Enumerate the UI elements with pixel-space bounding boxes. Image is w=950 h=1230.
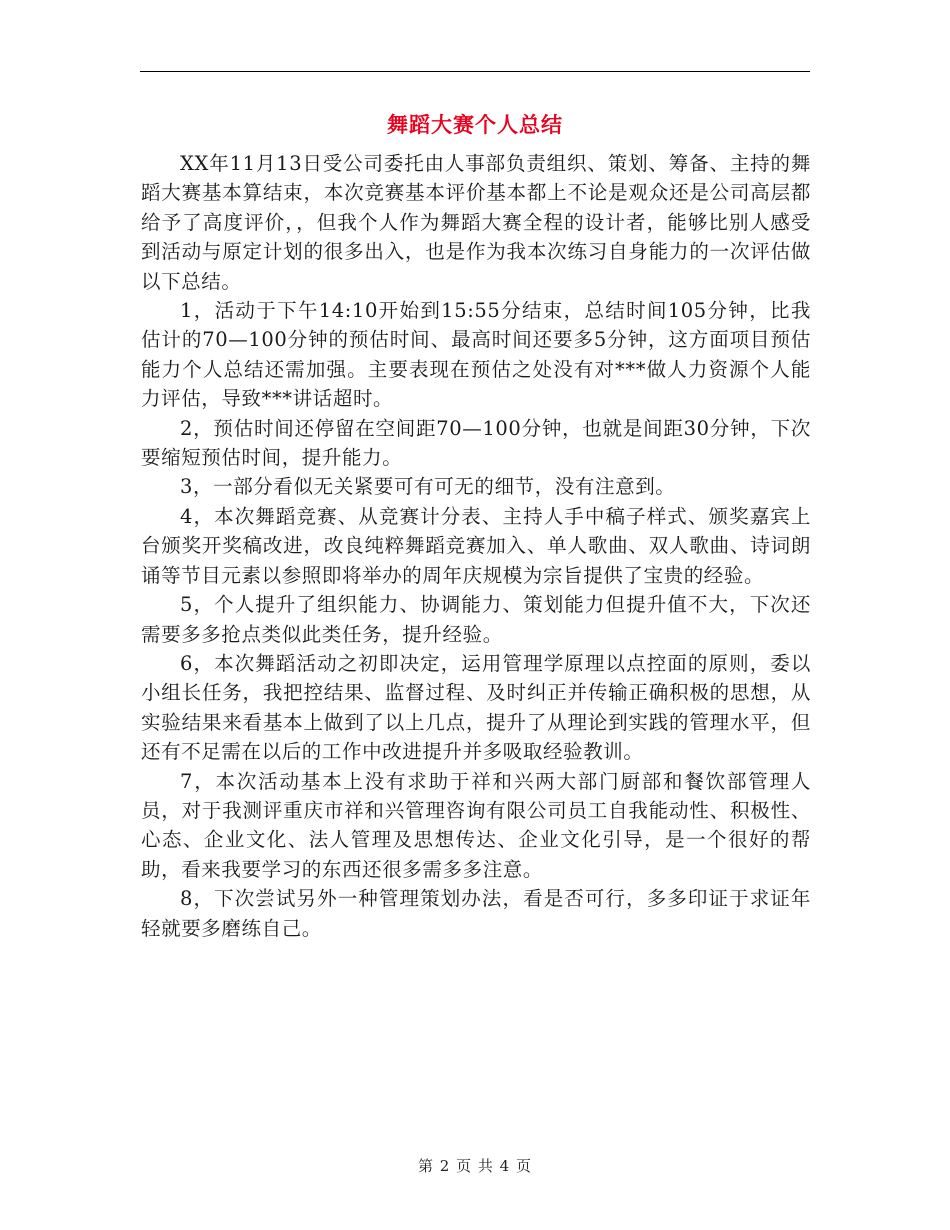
document-title: 舞蹈大赛个人总结 (387, 113, 563, 137)
paragraph-item-5: 5，个人提升了组织能力、协调能力、策划能力但提升值不大，下次还需要多多抢点类似此类任务，提升经验。 (141, 593, 811, 646)
paragraph-item-7: 7，本次活动基本上没有求助于祥和兴两大部门厨部和餐饮部管理人员，对于我测评重庆市祥和兴管理咨询有限公司员工自我能动性、积极性、心态、企业文化、法人管理及思想传达、企业文化引导，是一个很好的帮助，看来我要学习的东西还很多需多多注意。 (141, 769, 811, 881)
document-body (141, 149, 811, 943)
paragraph-item-4: 4，本次舞蹈竞赛、从竞赛计分表、主持人手中稿子样式、颁奖嘉宾上台颁奖开奖稿改进，改良纯粹舞蹈竞赛加入、单人歌曲、双人歌曲、诗词朗诵等节目元素以参照即将举办的周年庆规模为宗旨提供了宝贵的经验。 (141, 504, 811, 587)
header-rule (140, 71, 810, 72)
page-number: 第 2 页 共 4 页 (418, 1157, 532, 1175)
paragraph-intro: XX年11月13日受公司委托由人事部负责组织、策划、筹备、主持的舞蹈大赛基本算结束，本次竞赛基本评价基本都上不论是观众还是公司高层都给予了高度评价，，但我个人作为舞蹈大赛全程的设计者，能够比别人感受到活动与原定计划的很多出入，也是作为我本次练习自身能力的一次评估做以下总结。 (141, 152, 811, 293)
paragraph-item-2: 2，预估时间还停留在空间距70—100分钟，也就是间距30分钟，下次要缩短预估时间，提升能力。 (141, 416, 811, 470)
paragraph-item-3: 3，一部分看似无关紧要可有可无的细节，没有注意到。 (180, 475, 676, 499)
paragraph-item-6: 6，本次舞蹈活动之初即决定，运用管理学原理以点控面的原则，委以小组长任务，我把控结果、监督过程、及时纠正并传输正确积极的思想，从实验结果来看基本上做到了以上几点，提升了从理论到实践的管理水平，但还有不足需在以后的工作中改进提升并多吸取经验教训。 (141, 651, 811, 764)
paragraph-item-1: 1，活动于下午14:10开始到15:55分结束，总结时间105分钟，比我估计的70—100分钟的预估时间、最高时间还要多5分钟，这方面项目预估能力个人总结还需加强。主要表现在预估之处没有对***做人力资源个人能力评估，导致***讲话超时。 (141, 299, 811, 411)
paragraph-item-8: 8，下次尝试另外一种管理策划办法，看是否可行，多多印证于求证年轻就要多磨练自己。 (141, 887, 811, 940)
